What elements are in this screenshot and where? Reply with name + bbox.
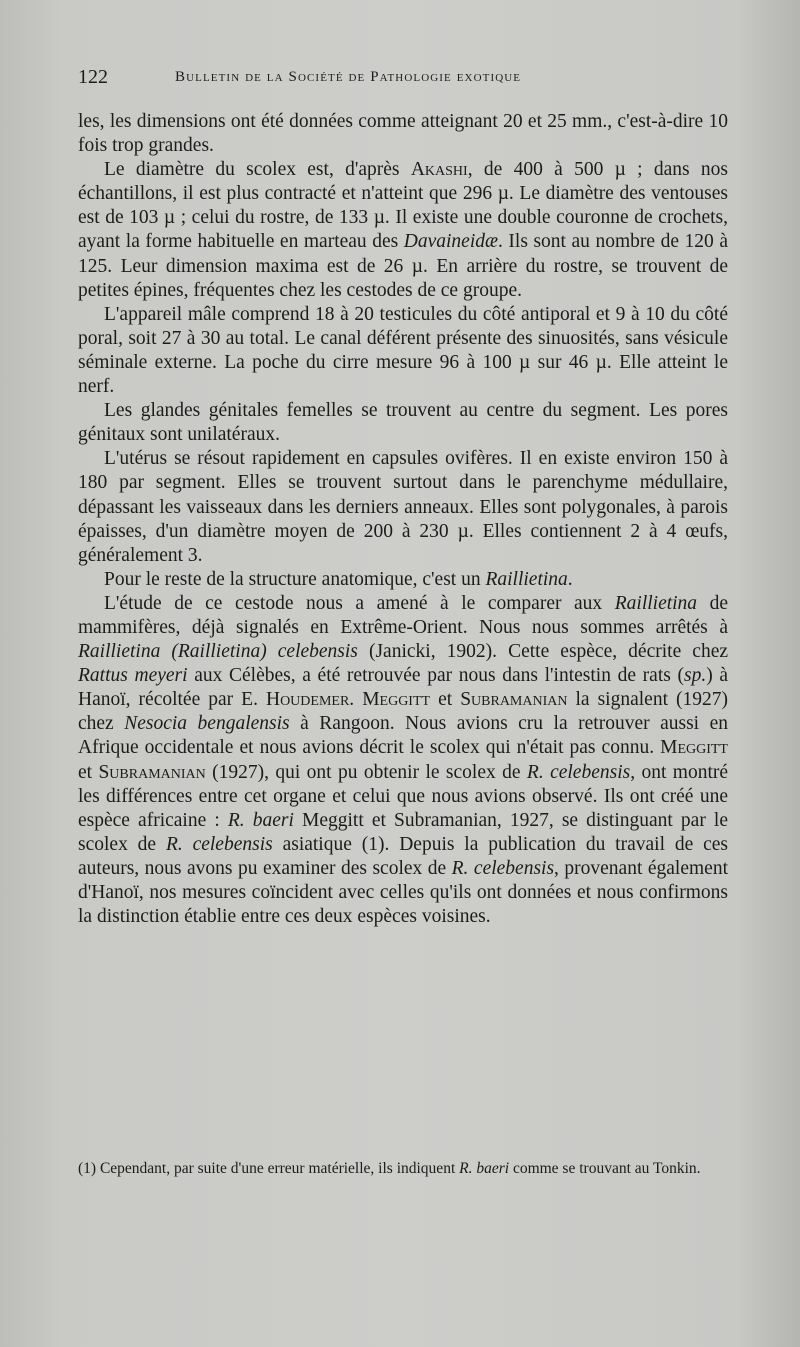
text-run: , ont montré les différences entre cet organe et celui que nous avions observé. Ils ont créé une espèce africaine : — [78, 761, 729, 831]
page-header — [78, 66, 728, 90]
text-run: comme se trouvant au Tonkin. — [509, 1160, 701, 1177]
text-run: , de 400 à 500 µ ; dans nos échantillons, il est plus contracté et n'atteint que 296 µ. Le diamètre des ventouses est de 103 µ ; celui du rostre, de 133 µ. Il existe une double couronne de crochets, ayant la forme habituelle en marteau des — [78, 159, 728, 253]
paragraph-4 — [78, 399, 728, 447]
footnote — [78, 1159, 728, 1179]
text-run: . Ils sont au nombre de 120 à 125. Leur dimension maxima est de 26 µ. En arrière du rostre, se trouvent de petites épines, fréquentes chez les cestodes de ce groupe. — [78, 231, 728, 301]
text-run: la signalent (1927) chez — [78, 689, 728, 735]
text-run: Pour le reste de la structure anatomique, c'est un — [104, 568, 486, 590]
taxon-name: Nesocia bengalensis — [124, 713, 290, 735]
text-run: Meggitt et Subramanian, 1927, se distinguant par le scolex de — [78, 809, 728, 855]
taxon-name: Raillietina — [485, 568, 568, 590]
text-run: ) à Hanoï, récoltée par E. — [78, 665, 729, 711]
text-run: (1927), qui ont pu obtenir le scolex de — [205, 761, 527, 783]
author-name: Akashi — [410, 159, 468, 181]
running-title: Bulletin de la Société de Pathologie exotique — [175, 69, 522, 85]
author-name: Subramanian — [98, 761, 206, 783]
text-run: . — [349, 689, 363, 711]
paragraph-1-text: les, les dimensions ont été données comme atteignant 20 et 25 mm., c'est-à-dire 10 fois trop grandes. — [78, 111, 728, 157]
paragraph-5 — [78, 447, 728, 567]
text-run: de mammifères, déjà signalés en Extrême-Orient. Nous nous sommes arrêtés à — [78, 592, 729, 638]
paragraph-7 — [78, 592, 728, 929]
text-run: et — [430, 689, 461, 711]
text-run: (1) Cependant, par suite d'une erreur matérielle, ils indiquent — [78, 1160, 460, 1177]
text-run: L'étude de ce cestode nous a amené à le comparer aux — [104, 592, 615, 614]
taxon-name: R. baeri — [227, 809, 294, 831]
text-run: L'utérus se résout rapidement en capsules ovifères. Il en existe environ 150 à 180 par segment. Elles se trouvent surtout dans le parenchyme médullaire, dépassant les vaisseaux dans les derniers anneaux. Elles sont polygonales, à parois épaisses, d'un diamètre moyen de 200 à 230 µ. Elles contiennent 2 à 4 œufs, généralement 3. — [78, 448, 728, 566]
taxon-name: R. baeri — [459, 1160, 510, 1177]
paragraph-6 — [78, 568, 728, 592]
text-run: et — [78, 761, 99, 783]
paragraph-3 — [78, 303, 728, 399]
text-run: L'appareil mâle comprend 18 à 20 testicules du côté antiporal et 9 à 10 du côté poral, soit 27 à 30 au total. Le canal déférent présente des sinuosités, sans vésicule séminale externe. La poche du cirre mesure 96 à 100 µ sur 46 µ. Elle atteint le nerf. — [78, 303, 728, 398]
taxon-name: Raillietina (Raillietina) celebensis — [78, 641, 358, 663]
author-name: Houdemer — [265, 689, 350, 711]
text-run: . — [567, 568, 573, 590]
text-run: aux Célèbes, a été retrouvée par nous dans l'intestin de rats ( — [187, 665, 684, 687]
author-name: Meggitt — [660, 737, 728, 759]
text-run: Le diamètre du scolex est, d'après — [104, 159, 411, 181]
page-number: 122 — [78, 66, 108, 88]
taxon-name: R. celebensis — [451, 857, 555, 879]
taxon-name: R. celebensis — [165, 833, 273, 855]
author-name: Subramanian — [460, 689, 568, 711]
text-run: Les glandes génitales femelles se trouvent au centre du segment. Les pores génitaux sont unilatéraux. — [78, 400, 728, 446]
taxon-name: Rattus meyeri — [78, 665, 188, 687]
taxon-name: R. celebensis — [526, 761, 631, 783]
body-text — [78, 110, 728, 929]
author-name: Meggitt — [362, 689, 431, 711]
paragraph-1 — [78, 110, 728, 158]
text-run: , provenant également d'Hanoï, nos mesures coïncident avec celles qu'ils ont données et nous confirmons la distinction établie entre ces deux espèces voisines. — [78, 857, 728, 928]
text-run: asiatique (1). Depuis la publication du travail de ces auteurs, nous avons pu examiner des scolex de — [78, 833, 728, 879]
text-run: à Rangoon. Nous avions cru la retrouver aussi en Afrique occidentale et nous avions décrit le scolex qui n'était pas connu. — [78, 713, 728, 759]
taxon-name: Raillietina — [614, 592, 698, 614]
taxon-name: Davaineidæ — [403, 231, 498, 253]
text-run: (Janicki, 1902). Cette espèce, décrite chez — [357, 641, 729, 663]
taxon-name: sp. — [683, 665, 707, 687]
paragraph-2 — [78, 158, 728, 303]
